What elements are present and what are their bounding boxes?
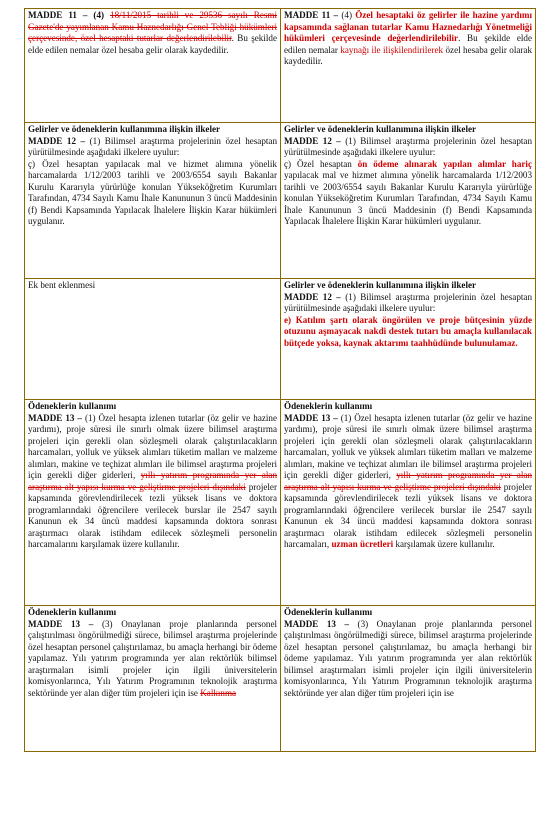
- table-row: [25, 279, 536, 400]
- body-text: (3) Onaylanan proje planlarında personel çalıştırılması öngörülmediği sürece, bilimsel araştırma projelerinde özel hesaptan personel çalıştırılamaz, bu amaçla herhangi bir ödeme yapılamaz. Yılı yatırım programında yer alan rektörlük bilimsel araştırmaları isimli projeler için ilgili üniversitelerin komisyonlarınca, Yılı Yatırım Programının teknolojik araştırma sektöründe yer alan diğer tüm projeleri için ise: [28, 618, 277, 698]
- body-text: (1) Özel hesapta izlenen tutarlar (öz gelir ve hazine yardımı), proje süresi ile sınırlı olmak üzere bilimsel araştırma projeleri için gerekli olan sözleşmeli olarak çalıştırılacakların harcamaları, yolluk ve yüksek alımları tüketim malları ve malzeme alımları, makine ve teçhizat alımları ile bilimsel araştırma projeleri için gerekli diğer giderleri,: [284, 412, 533, 480]
- old-text-cell: [25, 606, 281, 752]
- section-heading: Gelirler ve ödeneklerin kullanımına ilişkin ilkeler: [284, 280, 477, 290]
- body-text: MADDE 12 –: [28, 135, 90, 146]
- new-text-cell: [281, 400, 536, 606]
- body-text: ç) Özel hesaptan: [284, 158, 358, 169]
- body-text: yapılacak mal ve hizmet alımına yönelik harcamalarda 1/12/2003 tarihli ve 2003/6554 sayılı Bakanlar Kurulu Kararıyla yürürlüğe konulan Yükseköğretim Kurumları Tarafından, 4734 Sayılı Kamu İhale Kanununun 3 üncü Maddesinin (f) Bendi Kapsamında Yapılacak İhalelere İlişkin Karar hükümleri uygulanır.: [284, 170, 532, 226]
- old-text-cell: [25, 400, 281, 606]
- body-text: ç) Özel hesaptan yapılacak mal ve hizmet alımına yönelik harcamalarda 1/12/2003 tarihli ve 2003/6554 sayılı Bakanlar Kurulu Kararıyla yürürlüğe konulan Yükseköğretim Kurumları Tarafından, 4734 Sayılı Kamu İhale Kanununun 3 üncü Maddesinin (f) Bendi Kapsamında Yapılacak İhalelere İlişkin Karar hükümleri uygulanır.: [28, 158, 277, 226]
- section-heading: Ödeneklerin kullanımı: [284, 607, 373, 617]
- comparison-table: [24, 8, 536, 752]
- section-heading: Gelirler ve ödeneklerin kullanımına ilişkin ilkeler: [28, 124, 221, 134]
- body-text: (1) Özel hesapta izlenen tutarlar (öz gelir ve hazine yardımı), proje süresi ile sınırlı olmak üzere bilimsel araştırma projeleri için gerekli olan sözleşmeli olarak çalıştırılacakların harcamaları, yolluk ve yüksek alımları tüketim malları ve malzeme alımları, makine ve teçhizat alımları ile bilimsel araştırma projeleri için gerekli diğer giderleri,: [28, 412, 278, 480]
- section-heading: Ödeneklerin kullanımı: [28, 607, 117, 617]
- added-text: Özel hesaptaki öz gelirler ile hazine yardımı kapsamında sağlanan tutarlar Kamu Haznedarlığı Yönetmeliği hükümleri çerçevesinde değerlendirilebilir: [284, 10, 532, 43]
- new-text-cell: [281, 606, 536, 752]
- body-text: MADDE 11 – (4): [28, 10, 111, 20]
- new-text-cell: [281, 9, 536, 123]
- deleted-text: yıllı yatırım programında yer alan araştırma alt yapısı kurma ve geliştirme projeleri dışındaki: [284, 470, 532, 492]
- body-text: MADDE 13 –: [284, 412, 341, 423]
- body-text: . Bu şekilde elde edilen nemalar özel hesaba gelir olarak kaydedilir.: [28, 33, 277, 55]
- table-row: [25, 9, 536, 123]
- new-text-cell: [281, 123, 536, 279]
- body-text: (1) Bilimsel araştırma projelerinin özel hesaptan yürütülmesinde aşağıdaki ilkelere uyulur:: [284, 291, 533, 313]
- body-text: MADDE 12 –: [284, 135, 346, 146]
- body-text: MADDE 12 –: [284, 291, 346, 302]
- body-text: MADDE 13 –: [28, 618, 102, 629]
- body-text: . Bu şekilde elde edilen nemalar: [284, 33, 532, 55]
- section-heading: Ödeneklerin kullanımı: [28, 401, 117, 411]
- body-text: Ek bent eklenmesi: [28, 280, 96, 290]
- body-text: MADDE 13 –: [284, 618, 358, 629]
- table-row: [25, 123, 536, 279]
- body-text: MADDE 11 –: [284, 10, 342, 20]
- added-text: e) Katılım şartı olarak öngörülen ve proje bütçesinin yüzde otuzunu aşmayacak nakdi destek tutarı bu amaçla kullanılacak bütçede yoksa, kaynak aktarımı taahhüdünde bulunulamaz.: [284, 314, 532, 348]
- table-row: [25, 400, 536, 606]
- section-heading: Gelirler ve ödeneklerin kullanımına ilişkin ilkeler: [284, 124, 477, 134]
- body-text: projeler kapsamında görevlendirilecek tezli yüksek lisans ve doktora programlarındaki öğrencilere verilecek burslar ile 2547 sayılı Kanunun ek 34 üncü maddesi kapsamında doktora sonrası araştırmacı olarak istihdam edilecek sözleşmeli personelin harcamaları,: [284, 481, 532, 549]
- deleted-text: Kalkınma: [200, 687, 237, 698]
- body-text: projeler kapsamında görevlendirilecek tezli yüksek lisans ve doktora programlarındaki öğrencilere verilecek burslar ile 2547 sayılı Kanunun ek 34 üncü maddesi kapsamında doktora sonrası araştırmacı olarak istihdam edilecek sözleşmeli personelin harcamalarını karşılamak üzere kullanılır.: [28, 481, 277, 549]
- added-text: uzman ücretleri: [331, 539, 394, 549]
- body-text: (1) Bilimsel araştırma projelerinin özel hesaptan yürütülmesinde aşağıdaki ilkelere uyulur:: [284, 135, 533, 157]
- table-row: [25, 606, 536, 752]
- added-text: kaynağı ile ilişkilendirilerek: [340, 44, 444, 55]
- new-text-cell: [281, 279, 536, 400]
- section-heading: Ödeneklerin kullanımı: [284, 401, 373, 411]
- body-text: karşılamak üzere kullanılır.: [393, 539, 495, 549]
- old-text-cell: [25, 9, 281, 123]
- body-text: (4): [341, 10, 356, 20]
- old-text-cell: [25, 123, 281, 279]
- deleted-text: yıllı yatırım programında yer alan araştırma alt yapısı kurma ve geliştirme projeleri dışındaki: [28, 470, 277, 492]
- old-text-cell: [25, 279, 281, 400]
- added-text: ön ödeme alınarak yapılan alımlar hariç: [357, 158, 532, 169]
- body-text: (1) Bilimsel araştırma projelerinin özel hesaptan yürütülmesinde aşağıdaki ilkelere uyulur:: [28, 135, 278, 157]
- body-text: (3) Onaylanan proje planlarında personel çalıştırılması öngörülmediği sürece, bilimsel araştırma projelerinde özel hesaptan personel çalıştırılamaz, bu amaçla herhangi bir ödeme yapılamaz. Yılı yatırım programında yer alan rektörlük bilimsel araştırmaları isimli projeler için ilgili üniversitelerin komisyonlarınca, Yılı Yatırım Programının teknolojik araştırma sektöründe yer alan diğer tüm projeleri için ise: [284, 618, 532, 698]
- body-text: özel hesaba gelir olarak kaydedilir.: [284, 44, 532, 66]
- body-text: MADDE 13 –: [28, 412, 85, 423]
- deleted-text: 18/11/2015 tarihli ve 29536 sayılı Resmi Gazete'de yayımlanan Kamu Haznedarlığı Genel Tebliği hükümleri çerçevesinde, özel hesaptaki tutarlar değerlendirilebilir: [28, 10, 278, 43]
